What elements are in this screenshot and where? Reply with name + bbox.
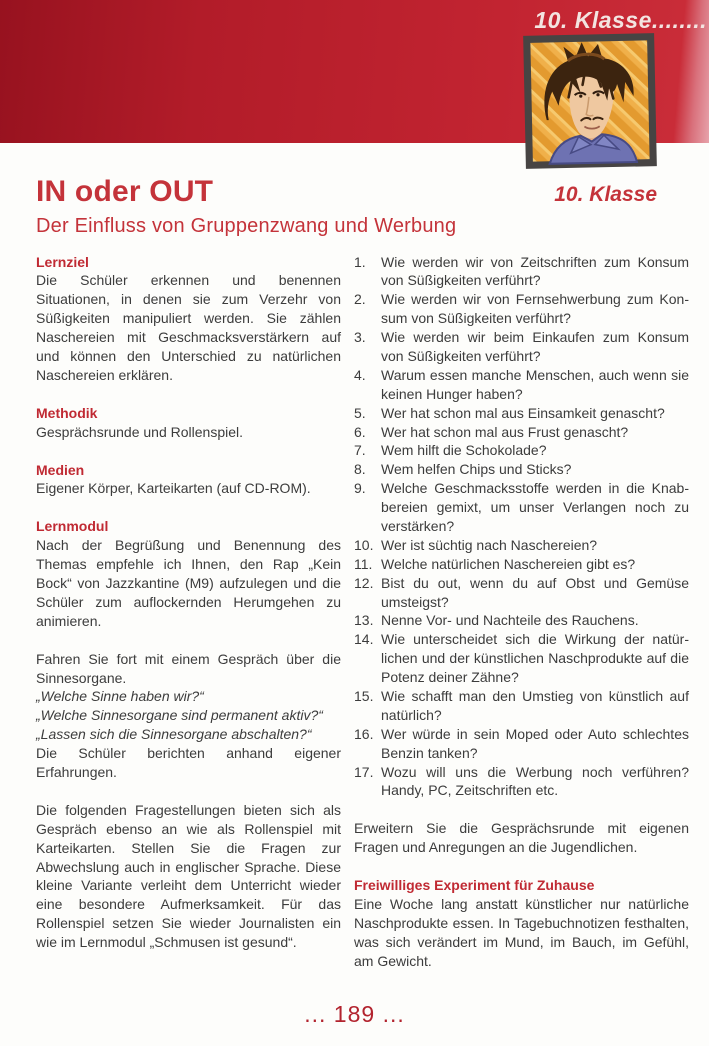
question-item [354, 574, 689, 612]
question-text: Wie werden wir von Fernsehwerbung zum Konsum von Süßigkeiten verführt? [381, 291, 689, 327]
question-text: Bist du out, wenn du auf Obst und Gemüse umsteigst? [381, 574, 689, 610]
teenager-portrait-illustration [523, 33, 658, 170]
page-number: ... 189 ... [304, 1001, 405, 1027]
paragraph: Die folgenden Fragestellungen bieten sich als Gespräch ebenso an wie als Rollenspiel mit Karteikarten. Stellen Sie die Fragen zur Abwechslung auch in englischer Sprache. Diese kleine Variante verleiht dem Unterricht wieder eine besondere Aufmerksamkeit. Für das Rollenspiel setzen Sie wieder Journalisten ein wie im Lernmodul „Schmusen ist gesund“. [36, 801, 341, 951]
question-number: 10. [354, 536, 374, 553]
question-item [354, 366, 689, 404]
question-number: 9. [354, 480, 366, 497]
paragraph: Die Schüler erkennen und benennen Situationen, in denen sie zum Verzehr von Süßigkeiten manipuliert werden. Sie zählen Naschereien mit Geschmacksverstärkern auf und können den Unterschied zu natürlichen Naschereien erklären. [36, 272, 341, 383]
left-column [36, 253, 341, 971]
question-text: Wie schafft man den Umstieg von künstlich auf natürlich? [381, 687, 689, 723]
question-item [354, 328, 689, 366]
question-number: 6. [354, 423, 366, 440]
page-subtitle: Der Einfluss von Gruppenzwang und Werbung [36, 214, 457, 237]
paragraph: Eigener Körper, Karteikarten (auf CD-ROM). [36, 480, 311, 497]
question-item [354, 555, 689, 574]
question-text: Wer ist süchtig nach Naschereien? [381, 536, 598, 553]
question-text: Wie werden wir beim Einkaufen zum Konsum von Süßigkeiten verführt? [381, 329, 689, 364]
question-text: Wer hat schon mal aus Einsamkeit genascht? [381, 404, 665, 421]
question-number: 16. [354, 725, 374, 742]
question-item [354, 725, 689, 763]
question-number: 3. [354, 329, 366, 346]
question-text: Warum essen manche Menschen, auch wenn sie keinen Hunger haben? [381, 366, 689, 402]
question-text: Wie unterscheidet sich die Wirkung der natürlichen und der künstlichen Naschprodukte auf die Potenz deiner Zähne? [381, 631, 689, 686]
question-item [354, 423, 689, 442]
section-heading: Lernziel [36, 253, 89, 270]
question-item [354, 630, 689, 687]
quote-line: „Welche Sinne haben wir?“ [36, 688, 204, 705]
page-content [36, 176, 689, 971]
question-text: Wer würde in sein Moped oder Auto schlechtes Benzin tanken? [381, 725, 689, 761]
paragraph: Fahren Sie fort mit einem Gespräch über die Sinnesorgane. [36, 650, 341, 686]
question-number: 8. [354, 461, 366, 478]
question-text: Wozu will uns die Werbung noch verführen? Handy, PC, Zeitschriften etc. [381, 763, 689, 799]
question-item [354, 479, 689, 536]
question-text: Wem hilft die Schokolade? [381, 442, 547, 459]
page-title: IN oder OUT [36, 175, 214, 208]
paragraph: Die Schüler berichten anhand eigener Erfahrungen. [36, 745, 341, 780]
question-number: 4. [354, 366, 366, 383]
section-heading: Methodik [36, 404, 98, 421]
quote-line: „Welche Sinnesorgane sind permanent aktiv?“ [36, 707, 323, 724]
portrait-drawing [523, 33, 658, 170]
question-text: Wem helfen Chips und Sticks? [381, 461, 572, 478]
question-text: Wie werden wir von Zeitschriften zum Konsum von Süßigkeiten verführt? [381, 253, 689, 289]
question-text: Wer hat schon mal aus Frust genascht? [381, 423, 629, 440]
section-heading: Lernmodul [36, 518, 109, 535]
question-text: Nenne Vor- und Nachteile des Rauchens. [381, 612, 639, 629]
two-column-layout [36, 253, 689, 971]
right-column [354, 253, 689, 971]
question-number: 11. [354, 555, 373, 572]
question-item [354, 611, 689, 630]
paragraph: Gesprächsrunde und Rollenspiel. [36, 423, 244, 440]
question-number: 14. [354, 631, 374, 648]
question-text: Welche Geschmacksstoffe werden in die Knabbereien gemixt, um unser Verlangen noch zu verstärken? [381, 480, 689, 534]
question-item [354, 687, 689, 725]
paragraph: Nach der Begrüßung und Benennung des Themas empfehle ich Ihnen, den Rap „Kein Bock“ von Jazzkantine (M9) aufzulegen und die Schüler zum auflockernden Herumgehen zu animieren. [36, 537, 341, 629]
question-item [354, 460, 689, 479]
question-item [354, 253, 689, 291]
experiment-paragraph: Eine Woche lang anstatt künstlicher nur natürliche Naschprodukte essen. In Tagebuchnotizen festhalten, was sich verändert im Mund, im Bauch, im Gefühl, am Gewicht. [354, 896, 689, 969]
question-number: 7. [354, 442, 366, 459]
question-number: 12. [354, 574, 374, 591]
question-number: 15. [354, 687, 374, 704]
class-label: 10. Klasse [554, 183, 657, 206]
questions-list [354, 253, 689, 801]
banner-class-label: 10. Klasse........ [534, 7, 707, 33]
title-row [36, 176, 689, 208]
question-number: 17. [354, 763, 374, 780]
closing-paragraph: Erweitern Sie die Gesprächsrunde mit eigenen Fragen und Anregungen an die Jugendlichen. [354, 820, 689, 856]
question-item [354, 536, 689, 555]
question-number: 13. [354, 612, 374, 629]
question-item [354, 404, 689, 423]
question-item [354, 763, 689, 801]
question-text: Welche natürlichen Naschereien gibt es? [381, 555, 636, 572]
section-heading: Medien [36, 461, 85, 478]
question-number: 2. [354, 291, 366, 308]
question-number: 1. [354, 253, 366, 270]
question-item [354, 290, 689, 328]
quote-line: „Lassen sich die Sinnesorgane abschalten?“ [36, 726, 312, 743]
question-number: 5. [354, 404, 366, 421]
question-item [354, 441, 689, 460]
experiment-heading: Freiwilliges Experiment für Zuhause [354, 877, 595, 894]
